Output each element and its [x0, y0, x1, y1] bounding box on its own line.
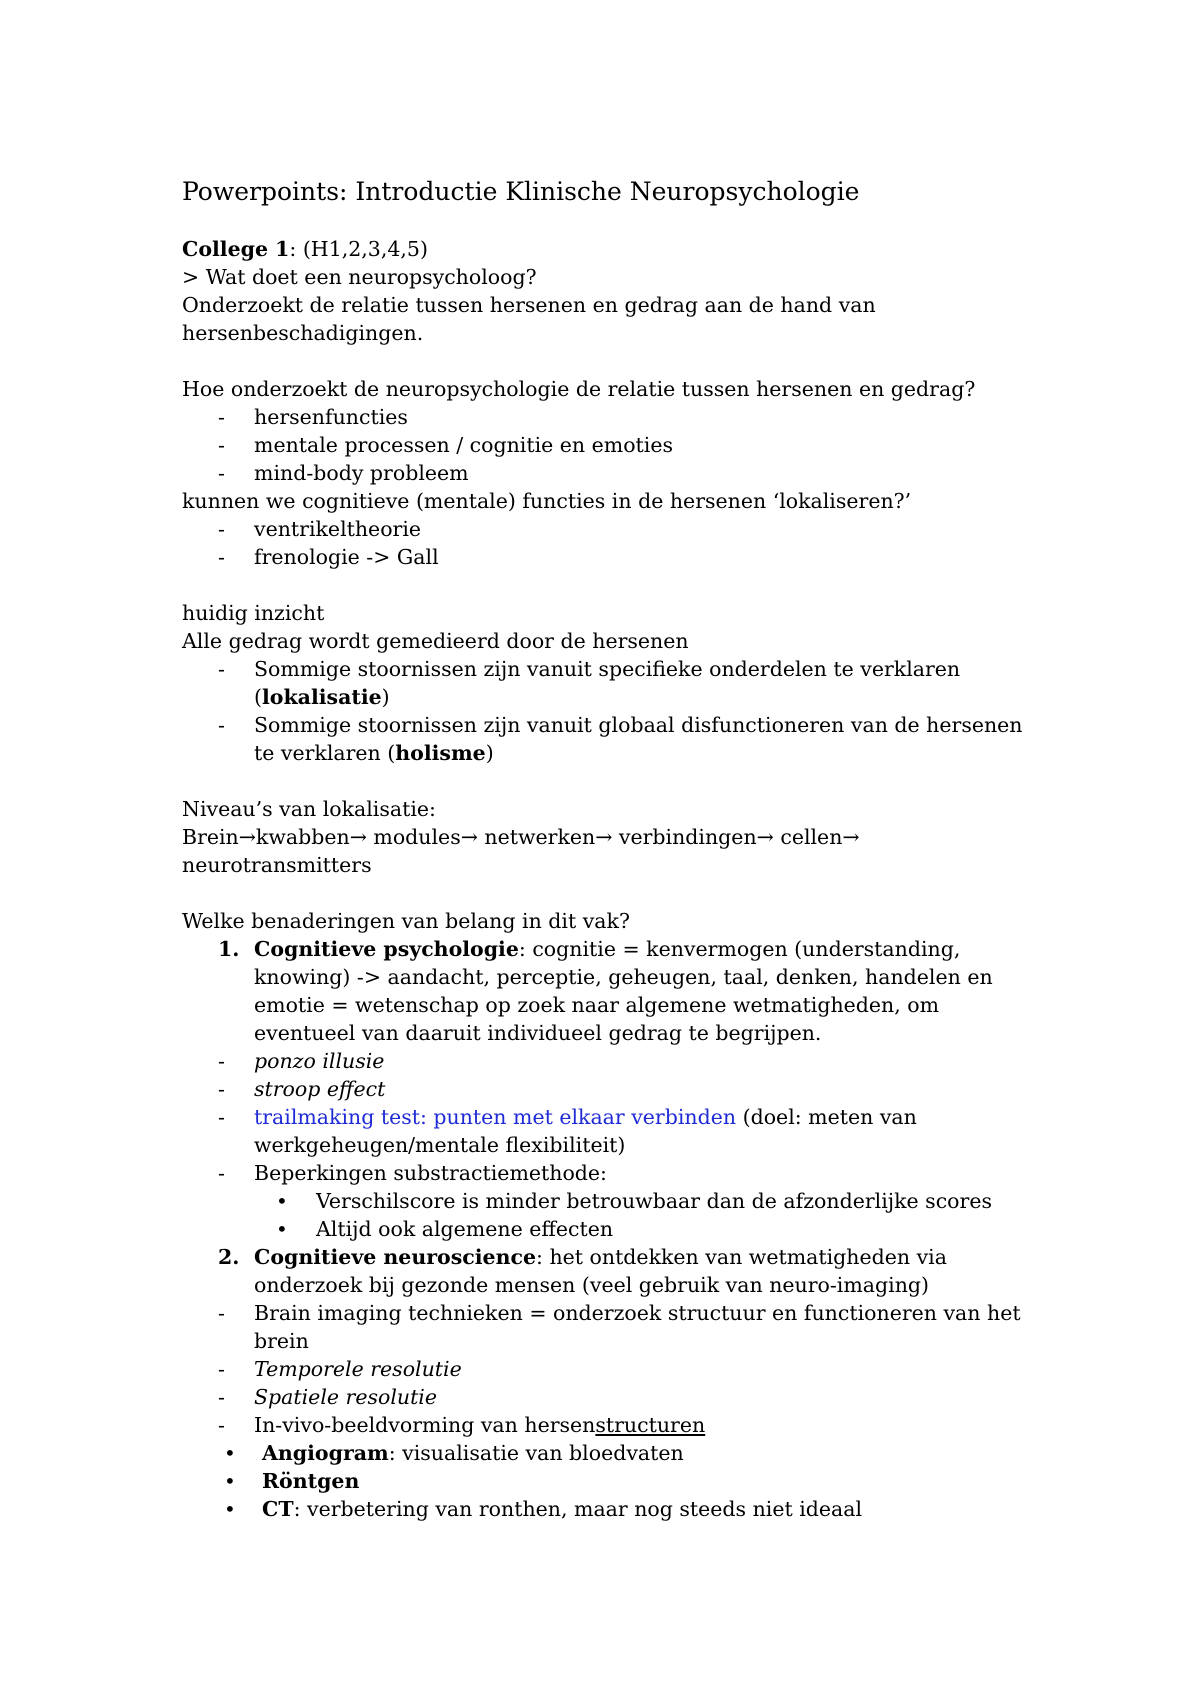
sub-bullet-item: Altijd ook algemene effecten: [316, 1217, 614, 1241]
bullet-marker: •: [276, 1189, 288, 1213]
trailmaking-line2: werkgeheugen/mentale flexibiliteit): [254, 1133, 626, 1157]
holisme-pre: te verklaren (: [254, 741, 396, 765]
cognitieve-psychologie-def: : cognitie = kenvermogen (understanding,: [518, 937, 961, 961]
ct-line: [262, 1495, 862, 1523]
lokalisatie-line: Sommige stoornissen zijn vanuit specifieke onderdelen te verklaren: [254, 657, 961, 681]
paren: (: [254, 685, 262, 709]
brain-imaging-line2: brein: [254, 1329, 309, 1353]
sub-bullet-item: Verschilscore is minder betrouwbaar dan de afzonderlijke scores: [316, 1189, 992, 1213]
dash-marker: -: [218, 545, 225, 569]
college-chapters: : (H1,2,3,4,5): [289, 237, 428, 261]
item-number: 1.: [218, 937, 240, 961]
paragraph-line: emotie = wetenschap op zoek naar algemene wetmatigheden, om: [254, 993, 940, 1017]
paragraph-line: onderzoek bij gezonde mensen (veel gebruik van neuro-imaging): [254, 1273, 930, 1297]
page-title: Powerpoints: Introductie Klinische Neuropsychologie: [182, 177, 860, 206]
benaderingen-heading: Welke benaderingen van belang in dit vak?: [182, 909, 630, 933]
dash-marker: -: [218, 433, 225, 457]
bullet-marker: •: [224, 1441, 236, 1465]
bullet-marker: •: [276, 1217, 288, 1241]
dash-marker: -: [218, 405, 225, 429]
beperkingen-line: Beperkingen substractiemethode:: [254, 1161, 607, 1185]
invivo-line: [254, 1411, 705, 1439]
alle-gedrag-text: Alle gedrag wordt gemedieerd door de hersenen: [182, 629, 689, 653]
temporele-resolutie: Temporele resolutie: [254, 1357, 462, 1381]
dash-marker: -: [218, 1357, 225, 1381]
structuren-underlined: structuren: [595, 1413, 706, 1437]
spatiele-resolutie: Spatiele resolutie: [254, 1385, 437, 1409]
item-number: 2.: [218, 1245, 240, 1269]
list-item: mentale processen / cognitie en emoties: [254, 433, 673, 457]
bullet-marker: •: [224, 1469, 236, 1493]
list-item: frenologie -> Gall: [254, 545, 439, 569]
dash-marker: -: [218, 517, 225, 541]
bullet-marker: •: [224, 1497, 236, 1521]
trailmaking-highlight: trailmaking test: punten met elkaar verbinden: [254, 1105, 737, 1129]
dash-marker: -: [218, 1161, 225, 1185]
dash-marker: -: [218, 657, 225, 681]
brain-imaging-line: Brain imaging technieken = onderzoek structuur en functioneren van het: [254, 1301, 1021, 1325]
huidig-inzicht-heading: huidig inzicht: [182, 601, 325, 625]
invivo-pre: In-vivo-beeldvorming van hersen: [254, 1413, 596, 1437]
dash-marker: -: [218, 1413, 225, 1437]
trailmaking-line: [254, 1103, 917, 1131]
question-lokaliseren: kunnen we cognitieve (mentale) functies in de hersenen ‘lokaliseren?’: [182, 489, 912, 513]
ct-def: : verbetering van ronthen, maar nog steeds niet ideaal: [293, 1497, 863, 1521]
ponzo-illusie: ponzo illusie: [254, 1049, 385, 1073]
dash-marker: -: [218, 1049, 225, 1073]
niveau-heading: Niveau’s van lokalisatie:: [182, 797, 436, 821]
stroop-effect: stroop effect: [254, 1077, 386, 1101]
niveau-chain: Brein→kwabben→ modules→ netwerken→ verbindingen→ cellen→: [182, 825, 860, 849]
list-item: hersenfuncties: [254, 405, 408, 429]
dash-marker: -: [218, 713, 225, 737]
cognitieve-neuroscience-term: Cognitieve neuroscience: [254, 1245, 537, 1269]
paren: ): [381, 685, 390, 709]
cognitieve-psychologie-line: [254, 935, 960, 963]
angiogram-def: : visualisatie van bloedvaten: [388, 1441, 684, 1465]
paragraph-line: knowing) -> aandacht, perceptie, geheugen, taal, denken, handelen en: [254, 965, 993, 989]
answer-line: Onderzoekt de relatie tussen hersenen en gedrag aan de hand van: [182, 293, 876, 317]
college-heading: [182, 235, 428, 263]
angiogram-line: [262, 1439, 684, 1467]
dash-marker: -: [218, 1077, 225, 1101]
college-label: College 1: [182, 237, 290, 261]
rontgen-term: Röntgen: [262, 1469, 360, 1493]
dash-marker: -: [218, 1105, 225, 1129]
lokalisatie-term-line: [254, 683, 390, 711]
trailmaking-doel: (doel: meten van: [736, 1105, 917, 1129]
list-item: ventrikeltheorie: [254, 517, 422, 541]
angiogram-term: Angiogram: [262, 1441, 389, 1465]
list-item: mind-body probleem: [254, 461, 469, 485]
niveau-chain-end: neurotransmitters: [182, 853, 372, 877]
question-relatie: Hoe onderzoekt de neuropsychologie de relatie tussen hersenen en gedrag?: [182, 377, 976, 401]
holisme-line: Sommige stoornissen zijn vanuit globaal disfunctioneren van de hersenen: [254, 713, 1023, 737]
answer-line: hersenbeschadigingen.: [182, 321, 424, 345]
holisme-term: holisme: [395, 741, 486, 765]
question-neuropsycholoog: > Wat doet een neuropsycholoog?: [182, 265, 537, 289]
dash-marker: -: [218, 461, 225, 485]
holisme-term-line: [254, 739, 494, 767]
cognitieve-neuroscience-line: [254, 1243, 947, 1271]
cognitieve-neuroscience-def: : het ontdekken van wetmatigheden via: [536, 1245, 947, 1269]
cognitieve-psychologie-term: Cognitieve psychologie: [254, 937, 519, 961]
ct-term: CT: [262, 1497, 294, 1521]
dash-marker: -: [218, 1301, 225, 1325]
paren: ): [485, 741, 494, 765]
paragraph-line: eventueel van daaruit individueel gedrag te begrijpen.: [254, 1021, 822, 1045]
lokalisatie-term: lokalisatie: [262, 685, 382, 709]
dash-marker: -: [218, 1385, 225, 1409]
